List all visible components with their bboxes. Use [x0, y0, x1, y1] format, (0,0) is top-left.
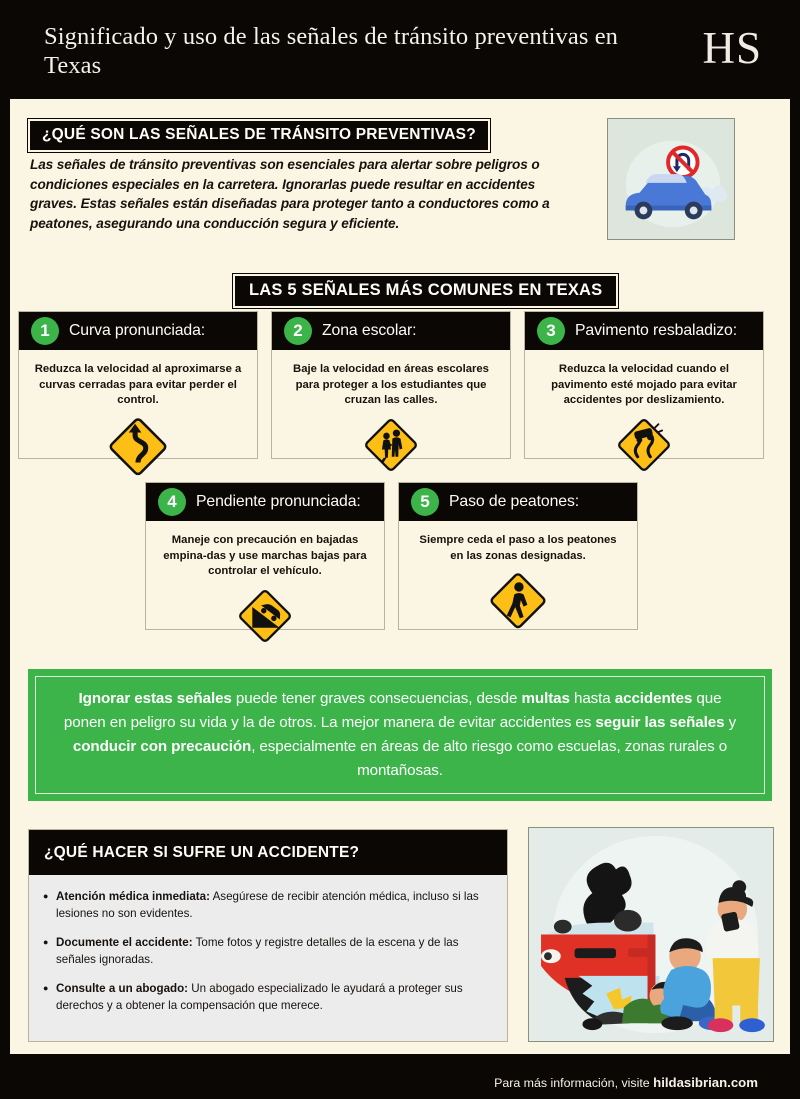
footer-website[interactable]: hildasibrian.com	[653, 1074, 758, 1090]
callout-emphasis: accidentes	[614, 690, 693, 707]
sign-card-1-icon-slot	[19, 416, 257, 478]
sign-card-5-number: 5	[411, 488, 439, 516]
sign-card-5-header	[399, 483, 637, 521]
callout-emphasis: Ignorar estas señales	[78, 690, 232, 707]
accident-step-item	[43, 981, 491, 1014]
page-title: Significado y uso de las señales de tránsito preventivas en Texas	[44, 23, 619, 79]
sign-card-2-header	[272, 312, 510, 350]
accident-scene-illustration	[528, 827, 774, 1042]
overturned-car-accident-icon	[529, 828, 772, 1040]
consequences-text	[36, 687, 764, 783]
accident-step-item	[43, 889, 491, 922]
intro-paragraph: Las señales de tránsito preventivas son esenciales para alertar sobre peligros o condiciones especiales en la carretera. Ignorarlas puede resultar en accidentes graves. Estas señales están diseñadas para proteger tanto a conductores como a peatones, asegurando una conducción segura y eficiente.	[30, 157, 550, 231]
sign-card-5-text: Siempre ceda el paso a los peatones en las zonas designadas.	[419, 534, 617, 562]
accident-steps-panel	[28, 829, 508, 1042]
footer-prefix: Para más información, visite	[494, 1075, 654, 1090]
pedestrian-crossing-sign-icon	[488, 571, 548, 631]
sign-card-4-text: Maneje con precaución en bajadas empina-das y use marchas bajas para controlar el vehículo.	[163, 534, 367, 577]
sign-card-1-header	[19, 312, 257, 350]
brand-logo: HS	[702, 23, 762, 73]
car-crash-illustration	[607, 118, 735, 240]
callout-emphasis: multas	[521, 690, 570, 707]
callout-run: que ponen en peligro su vida y la de otros. La mejor manera de evitar accidentes es	[63, 690, 722, 731]
school-zone-sign-icon	[362, 416, 420, 474]
sign-card-1-number: 1	[31, 317, 59, 345]
sign-card-2	[271, 311, 511, 459]
callout-run: , especialmente en áreas de alto riesgo como escuelas, zonas rurales o montañosas.	[251, 738, 728, 779]
sign-card-3-title: Pavimento resbaladizo:	[575, 322, 738, 339]
steep-grade-sign-icon	[236, 587, 294, 645]
sign-card-1-text: Reduzca la velocidad al aproximarse a curvas cerradas para evitar perder el control.	[34, 363, 242, 406]
footer-bar	[466, 1070, 786, 1094]
car-crash-no-u-turn-icon	[608, 119, 734, 239]
intro-label-wrap	[28, 119, 490, 152]
sign-card-4	[145, 482, 385, 630]
accident-step-text: Asegúrese de recibir atención médica, incluso si las lesiones no son evidentes.	[56, 890, 479, 920]
sign-card-3-header	[525, 312, 763, 350]
accident-step-text: Un abogado especializado le ayudará a proteger sus derechos y a obtener la compensación que merece.	[56, 982, 463, 1012]
sign-card-5	[398, 482, 638, 630]
sign-card-4-title: Pendiente pronunciada:	[196, 493, 361, 510]
winding-road-sign-icon	[107, 416, 169, 478]
section-band-label: LAS 5 SEÑALES MÁS COMUNES EN TEXAS	[233, 274, 618, 308]
sign-card-3	[524, 311, 764, 459]
callout-run: hasta	[569, 690, 615, 707]
sign-card-2-icon-slot	[272, 416, 510, 474]
accident-steps-heading: ¿QUÉ HACER SI SUFRE UN ACCIDENTE?	[44, 843, 360, 861]
sign-card-1-title: Curva pronunciada:	[69, 322, 206, 339]
sign-card-5-icon-slot	[399, 571, 637, 631]
sign-card-1	[18, 311, 258, 459]
callout-run: puede tener graves consecuencias, desde	[231, 690, 522, 707]
sign-card-3-number: 3	[537, 317, 565, 345]
footer-text	[494, 1075, 758, 1090]
accident-step-item	[43, 935, 491, 968]
accident-steps-header	[29, 830, 507, 875]
accident-step-lead: Consulte a un abogado:	[56, 982, 189, 995]
slippery-road-sign-icon	[615, 416, 673, 474]
sign-card-3-icon-slot	[525, 416, 763, 474]
callout-run: y	[724, 714, 737, 731]
sign-card-2-text: Baje la velocidad en áreas escolares para proteger a los estudiantes que cruzan las calles.	[293, 363, 489, 406]
content-canvas	[10, 99, 790, 1054]
intro-label: ¿QUÉ SON LAS SEÑALES DE TRÁNSITO PREVENTIVAS?	[28, 119, 490, 152]
sign-card-5-title: Paso de peatones:	[449, 493, 580, 510]
accident-step-text: Tome fotos y registre detalles de la escena y de las señales ignoradas.	[56, 936, 459, 966]
sign-card-2-number: 2	[284, 317, 312, 345]
callout-emphasis: conducir con precaución	[72, 738, 252, 755]
sign-card-2-title: Zona escolar:	[322, 322, 417, 339]
accident-steps-list	[29, 875, 507, 1014]
sign-card-4-icon-slot	[146, 587, 384, 645]
consequences-callout	[28, 669, 772, 801]
header-bar	[0, 0, 800, 99]
accident-step-lead: Documente el accidente:	[56, 936, 193, 949]
callout-emphasis: seguir las señales	[595, 714, 725, 731]
section-band-wrap	[233, 274, 618, 308]
sign-card-3-text: Reduzca la velocidad cuando el pavimento esté mojado para evitar accidentes por deslizamiento.	[551, 363, 737, 406]
consequences-callout-inner	[35, 676, 765, 794]
sign-card-4-number: 4	[158, 488, 186, 516]
sign-card-4-header	[146, 483, 384, 521]
accident-step-lead: Atención médica inmediata:	[56, 890, 210, 903]
